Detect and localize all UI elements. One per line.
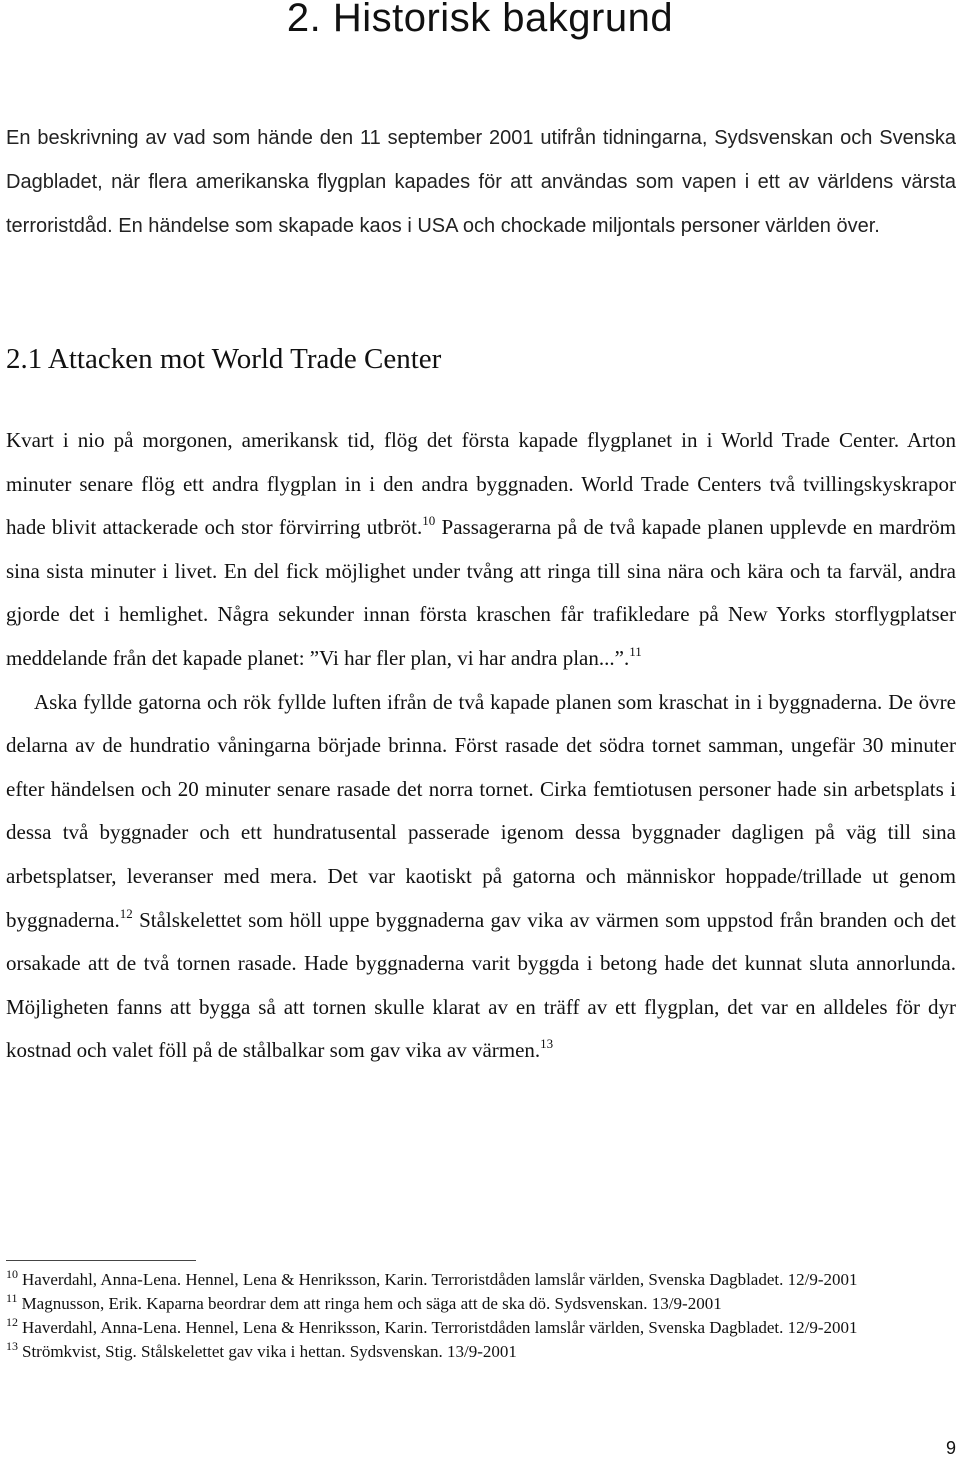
paragraph-text: Passagerarna på de två kapade planen upplevde en mardröm sina sista minuter i livet. En del fick möjlighet under tvång att ringa till sina nära och kära och ta farväl, andra gjorde det i hemlighet. Några sekunder innan första kraschen får trafikledare på New Yorks storflygplatser meddelande från det kapade planet: ”Vi har fler plan, vi har andra plan...”. — [6, 515, 956, 670]
footnote-text: Magnusson, Erik. Kaparna beordrar dem att ringa hem och säga att de ska dö. Sydsvenskan. 13/9-2001 — [21, 1294, 722, 1313]
footnote-number: 10 — [6, 1267, 18, 1281]
footnote-item — [6, 1340, 956, 1364]
footnote-number: 12 — [6, 1315, 18, 1329]
footnote-ref-11[interactable]: 11 — [629, 643, 642, 659]
paragraph-text: Stålskelettet som höll uppe byggnaderna gav vika av värmen som uppstod från branden och det orsakade att de två tornen rasade. Hade byggnaderna varit byggda i betong hade det kunnat sluta annorlunda. Möjligheten fanns att bygga så att tornen skulle klarat av en träff av ett flygplan, det var en alldeles för dyr kostnad och valet föll på de stålbalkar som gav vika av värmen. — [6, 907, 957, 1063]
footnote-text: Haverdahl, Anna-Lena. Hennel, Lena & Henriksson, Karin. Terroristdåden lamslår världen, Svenska Dagbladet. 12/9-2001 — [22, 1270, 858, 1289]
footnotes — [6, 1268, 956, 1364]
intro-paragraph: En beskrivning av vad som hände den 11 september 2001 utifrån tidningarna, Sydsvenskan och Svenska Dagbladet, när flera amerikanska flygplan kapades för att användas som vapen i ett av världens värsta terroristdåd. En händelse som skapade kaos i USA och chockade miljontals personer världen över. — [6, 127, 956, 237]
footnote-item — [6, 1268, 956, 1292]
footnote-number: 11 — [6, 1291, 18, 1305]
body-paragraph-2 — [6, 681, 956, 1073]
footnote-item — [6, 1316, 956, 1340]
paragraph-text: Kvart i nio på morgonen, amerikansk tid, flög det första kapade flygplanet in i World Trade Center. Arton minuter senare flög ett andra flygplan in i den andra byggnaden. World Trade Centers två tvillingskyskrapor hade blivit attackerade och stor förvirring utbröt. — [6, 428, 956, 540]
footnote-ref-10[interactable]: 10 — [422, 513, 436, 529]
section-heading: 2.1 Attacken mot World Trade Center — [6, 343, 442, 375]
chapter-title: 2. Historisk bakgrund — [286, 0, 674, 40]
footnote-ref-13[interactable]: 13 — [540, 1036, 554, 1052]
footnote-text: Strömkvist, Stig. Stålskelettet gav vika i hettan. Sydsvenskan. 13/9-2001 — [22, 1342, 517, 1361]
footnote-divider — [6, 1260, 196, 1261]
footnote-number: 13 — [6, 1339, 18, 1353]
footnote-item — [6, 1292, 956, 1316]
page-number: 9 — [945, 1438, 956, 1458]
footnote-text: Haverdahl, Anna-Lena. Hennel, Lena & Henriksson, Karin. Terroristdåden lamslår världen, Svenska Dagbladet. 12/9-2001 — [22, 1318, 858, 1337]
paragraph-text: Aska fyllde gatorna och rök fyllde luften ifrån de två kapade planen som kraschat in i byggnaderna. De övre delarna av de hundratio våningarna började brinna. Först rasade det södra tornet samman, ungefär 30 minuter efter händelsen och 20 minuter senare rasade det norra tornet. Cirka femtiotusen personer hade sin arbetsplats i dessa två byggnader och ett hundratusental passerade igenom dessa byggnader dagligen på väg till sina arbetsplatser, leveranser med mera. Det var kaotiskt på gatorna och människor hoppade/trillade ut genom byggnaderna. — [6, 689, 956, 932]
footnote-ref-12[interactable]: 12 — [119, 905, 133, 921]
body-paragraph-1 — [6, 419, 956, 681]
section-body — [6, 419, 956, 1073]
